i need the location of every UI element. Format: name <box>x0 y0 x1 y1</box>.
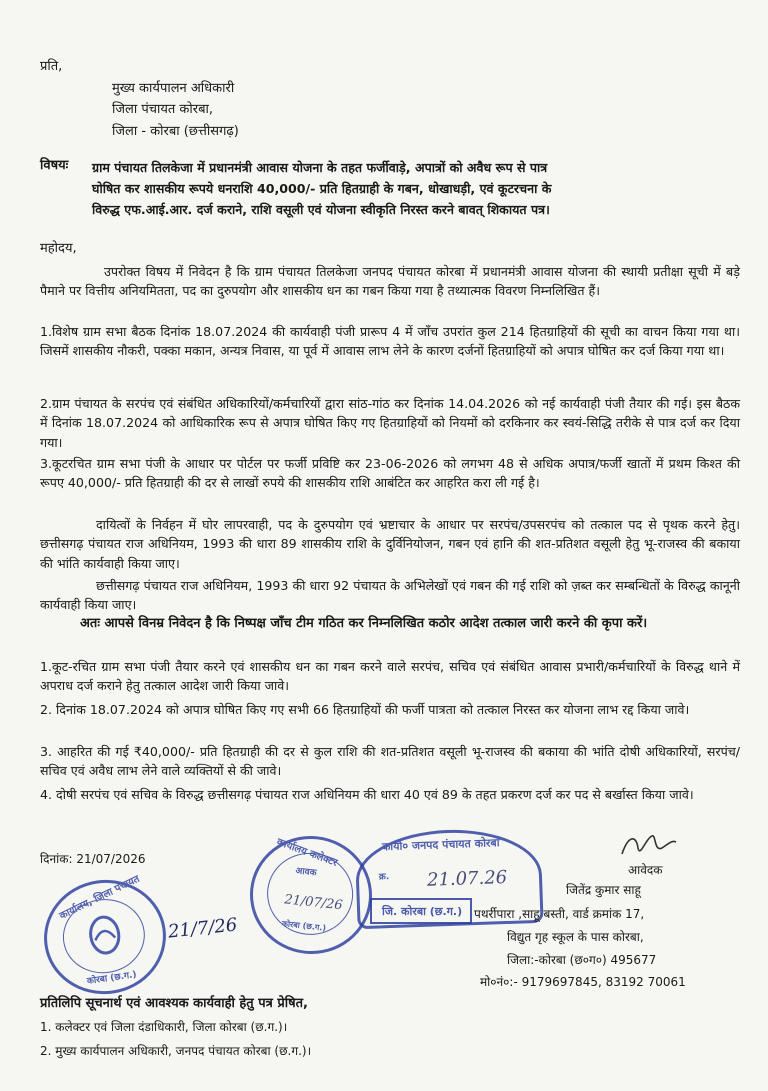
salutation: महोदय, <box>40 241 77 256</box>
left-stamp-signature: 21/7/26 <box>167 914 239 943</box>
demand-1: 1.कूट-रचित ग्राम सभा पंजी तैयार करने एवं शासकीय धन का गबन करने वाले सरपंच, सचिव एवं संबंधित आवास प्रभारी/कर्मचारियों के विरुद्ध थाने में अपराध दर्ज कराने हेतु तत्काल आदेश जारी किया जावे। <box>40 659 740 694</box>
copy-item-2: 2. मुख्य कार्यपालन अधिकारी, जनपद पंचायत कोरबा (छ.ग.)। <box>40 1044 312 1058</box>
point-3: 3.कूटरचित ग्राम सभा पंजी के आधार पर पोर्टल पर फर्जी प्रविष्टि कर 23-06-2026 को लगभग 48 से अधिक अपात्र/फर्जी खातों में प्रथम किश्त की रूपए 40,000/- प्रति हितग्राही की दर से लाखों रुपये की शासकीय राशि आबंटित कर आहरित करा ली गई है। <box>40 456 740 491</box>
applicant-name: जितेंद्र कुमार साहू <box>566 883 641 897</box>
left-stamp-bottom-text: कोरबा (छ.ग.) <box>86 970 138 987</box>
copy-heading: प्रतिलिपि सूचनार्थ एवं आवश्यक कार्यवाही हेतु पत्र प्रेषित, <box>40 996 308 1011</box>
mid-stamp-bottom: कोरबा (छ.ग.) <box>281 919 327 933</box>
subject-text <box>92 157 742 220</box>
intro-paragraph: उपरोक्त विषय में निवेदन है कि ग्राम पंचायत तिलकेजा जनपद पंचायत कोरबा में प्रधानमंत्री आवास योजना की स्थायी प्रतीक्षा सूची में बड़े पैमाने पर वित्तीय अनियमितता, पद का दुरुपयोग और शासकीय धन का गबन किया गया है तथ्यात्मक विवरण निम्नलिखित हैं। <box>40 264 740 299</box>
demand-2: 2. दिनांक 18.07.2024 को अपात्र घोषित किए गए सभी 66 हितग्राहियों की फर्जी पात्रता को तत्काल निरस्त कर योजना लाभ रद्द किया जावे। <box>40 702 690 717</box>
emblem-icon <box>82 910 128 959</box>
right-stamp-ring-text: कार्या० जनपद पंचायत कोरबा <box>381 836 500 854</box>
subject-line-2: घोषित कर शासकीय रूपये धनराशि 40,000/- प्रति हितग्राही के गबन, धोखाधड़ी, एवं कूटरचना के <box>92 181 552 196</box>
applicant-signature <box>618 828 678 864</box>
copy-item-1: 1. कलेक्टर एवं जिला दंडाधिकारी, जिला कोरबा (छ.ग.)। <box>40 1020 288 1034</box>
body-paragraph-2: छत्तीसगढ़ पंचायत राज अधिनियम, 1993 की धारा 92 पंचायत के अभिलेखों एवं गबन की गई राशि को ज़ब्त कर सम्बन्धितों के विरुद्ध कानूनी कार्यवाही किया जाए। <box>40 578 740 613</box>
left-office-stamp <box>37 872 174 1002</box>
demand-3: 3. आहरित की गई ₹40,000/- प्रति हितग्राही की दर से कुल राशि की शत-प्रतिशत वसूली भू-राजस्व की बकाया की भांति दोषी अधिकारियों, सरपंच/सचिव एवं अवैध लाभ लेने वाले व्यक्तियों से की जावे। <box>40 744 740 779</box>
applicant-address-3: जिला:-कोरबा (छ०ग०) 495677 <box>507 953 657 967</box>
letter-date: दिनांक: 21/07/2026 <box>40 852 146 866</box>
subject-line-3: विरुद्ध एफ.आई.आर. दर्ज कराने, राशि वसूली एवं योजना स्वीकृति निरस्त करने बावत् शिकायत पत्र। <box>92 202 550 217</box>
to-prefix: प्रति, <box>40 59 63 74</box>
right-stamp-no: क्र. <box>378 872 390 883</box>
demand-4: 4. दोषी सरपंच एवं सचिव के विरुद्ध छत्तीसगढ़ पंचायत राज अधिनियम की धारा 40 एवं 89 के तहत प्रकरण दर्ज कर पद से बर्खास्त किया जावे। <box>40 787 694 802</box>
right-stamp-date: 21.07.26 <box>426 866 508 891</box>
applicant-address-1: पथर्रीपारा ,साहू बस्ती, वार्ड क्रमांक 17, <box>474 907 645 921</box>
request-paragraph: अतः आपसे विनम्र निवेदन है कि निष्पक्ष जाँच टीम गठित कर निम्नलिखित कठोर आदेश तत्काल जारी करने की कृपा करें। <box>80 616 648 631</box>
mid-stamp-date: 21/07/26 <box>283 892 344 914</box>
mid-stamp-sub: आवक <box>294 866 317 879</box>
janpad-district-box <box>370 898 472 924</box>
applicant-address-2: विद्युत गृह स्कूल के पास कोरबा, <box>507 930 644 944</box>
body-paragraph-1: दायित्वों के निर्वहन में घोर लापरवाही, पद के दुरुपयोग एवं भ्रष्टाचार के आधार पर सरपंच/उपसरपंच को तत्काल पद से पृथक करने हेतु।छत्तीसगढ़ पंचायत राज अधिनियम, 1993 की धारा 89 शासकीय राशि के दुर्विनियोजन, गबन एवं हानि की शत-प्रतिशत वसूली हेतु भू-राजस्व की बकाया की भांति कार्यवाही किया जाए। <box>40 517 740 571</box>
to-line-2: जिला पंचायत कोरबा, <box>112 102 214 117</box>
point-1: 1.विशेष ग्राम सभा बैठक दिनांक 18.07.2024 की कार्यवाही पंजी प्रारूप 4 में जाँच उपरांत कुल 214 हितग्राहियों की सूची का वाचन किया गया था। जिसमें शासकीय नौकरी, पक्का मकान, अन्यत्र निवास, या पूर्व में आवास लाभ लेने के कारण दर्जनों हितग्राहियों को अपात्र घोषित कर दर्ज किया गया था। <box>40 324 740 359</box>
to-line-1: मुख्य कार्यपालन अधिकारी <box>112 81 235 96</box>
to-line-3: जिला - कोरबा (छत्तीसगढ़) <box>112 124 239 139</box>
left-stamp-ring-text: कार्यालय, जिला पंचायत <box>57 873 142 922</box>
subject-line-1: ग्राम पंचायत तिलकेजा में प्रधानमंत्री आवास योजना के तहत फर्जीवाड़े, अपात्रों को अवैध रूप से पात्र <box>92 160 548 175</box>
subject-label: विषयः <box>40 158 69 173</box>
right-stamp-bottom: जि. कोरबा (छ.ग.) <box>382 905 463 918</box>
applicant-label: आवेदक <box>628 863 663 877</box>
applicant-mobile: मो०नं०:- 9179697845, 83192 70061 <box>480 975 686 989</box>
mid-stamp-ring-text: कार्यालय कलेक्टर <box>275 836 339 869</box>
point-2: 2.ग्राम पंचायत के सरपंच एवं संबंधित अधिकारियों/कर्मचारियों द्वारा सांठ-गांठ कर दिनांक 14.04.2026 को नई कार्यवाही पंजी तैयार की गई। इस बैठक में दिनांक 18.07.2024 को आधिकारिक रूप से अपात्र घोषित किए गए हितग्राहियों को नियमों को दरकिनार कर स्वयं-सिद्धि तरीके से पात्र दर्ज कर दिया गया। <box>40 396 740 450</box>
